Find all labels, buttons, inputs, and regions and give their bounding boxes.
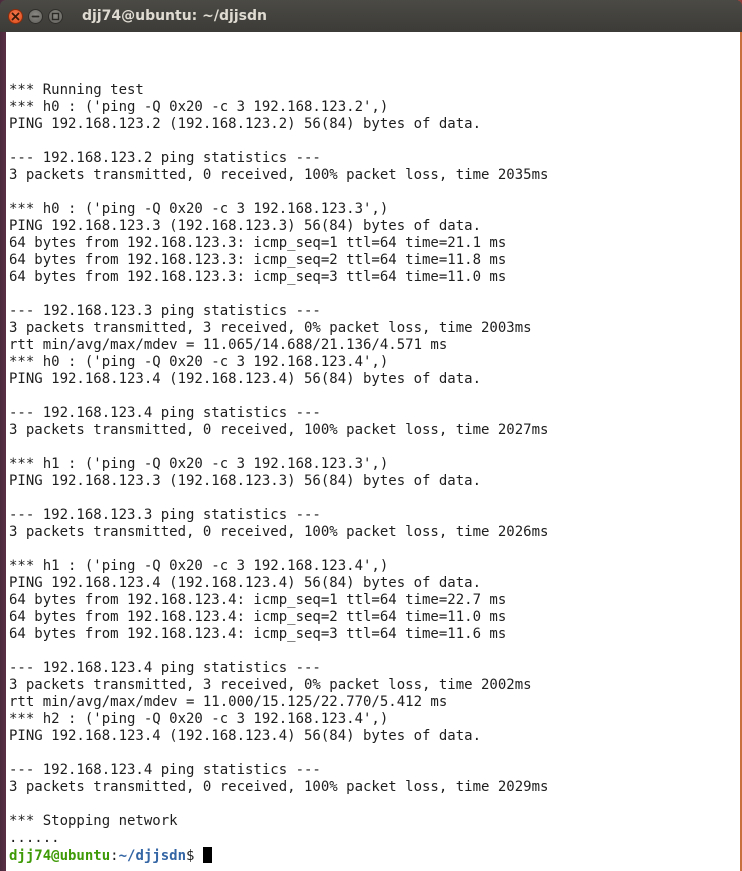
title-bar[interactable] [0, 0, 742, 32]
terminal-line: 64 bytes from 192.168.123.3: icmp_seq=1 ttl=64 time=21.1 ms [9, 235, 507, 251]
terminal-line [9, 184, 740, 201]
output-lines [9, 82, 740, 847]
shell-prompt[interactable] [9, 847, 740, 864]
text-cursor [203, 847, 212, 863]
prompt-path: ~/djjsdn [118, 848, 187, 864]
terminal-line: PING 192.168.123.4 (192.168.123.4) 56(84) bytes of data. [9, 575, 482, 591]
terminal-line: rtt min/avg/max/mdev = 11.000/15.125/22.770/5.412 ms [9, 694, 448, 710]
maximize-icon [51, 12, 60, 21]
terminal-line [9, 541, 740, 558]
terminal-line: 64 bytes from 192.168.123.4: icmp_seq=1 ttl=64 time=22.7 ms [9, 592, 507, 608]
terminal-line [9, 286, 740, 303]
terminal-line: *** h1 : ('ping -Q 0x20 -c 3 192.168.123.3',) [9, 456, 389, 472]
terminal-line [9, 490, 740, 507]
terminal-line [9, 796, 740, 813]
terminal-line: PING 192.168.123.3 (192.168.123.3) 56(84) bytes of data. [9, 473, 482, 489]
close-icon [11, 12, 20, 21]
maximize-button[interactable] [48, 9, 63, 24]
terminal-line: 3 packets transmitted, 0 received, 100% packet loss, time 2027ms [9, 422, 549, 438]
terminal-line: ...... [9, 830, 60, 846]
terminal-line: 3 packets transmitted, 3 received, 0% packet loss, time 2002ms [9, 677, 532, 693]
terminal-line: rtt min/avg/max/mdev = 11.065/14.688/21.136/4.571 ms [9, 337, 448, 353]
terminal-line: 3 packets transmitted, 0 received, 100% packet loss, time 2029ms [9, 779, 549, 795]
terminal-line: 64 bytes from 192.168.123.3: icmp_seq=3 ttl=64 time=11.0 ms [9, 269, 507, 285]
terminal-line [9, 643, 740, 660]
terminal-line: *** h2 : ('ping -Q 0x20 -c 3 192.168.123.4',) [9, 711, 389, 727]
terminal-line: PING 192.168.123.3 (192.168.123.3) 56(84) bytes of data. [9, 218, 482, 234]
terminal-line: PING 192.168.123.4 (192.168.123.4) 56(84) bytes of data. [9, 728, 482, 744]
terminal-line [9, 388, 740, 405]
terminal-line: 3 packets transmitted, 0 received, 100% packet loss, time 2026ms [9, 524, 549, 540]
terminal-line: --- 192.168.123.4 ping statistics --- [9, 660, 321, 676]
terminal-line: --- 192.168.123.2 ping statistics --- [9, 150, 321, 166]
terminal-line: *** h0 : ('ping -Q 0x20 -c 3 192.168.123.2',) [9, 99, 389, 115]
terminal-line: *** Stopping network [9, 813, 178, 829]
terminal-line: *** h0 : ('ping -Q 0x20 -c 3 192.168.123.4',) [9, 354, 389, 370]
terminal-line [9, 745, 740, 762]
prompt-separator: : [110, 848, 119, 864]
terminal-line: *** Running test [9, 82, 144, 98]
minimize-button[interactable] [28, 9, 43, 24]
window-title: djj74@ubuntu: ~/djjsdn [82, 8, 267, 24]
terminal-line: 3 packets transmitted, 0 received, 100% packet loss, time 2035ms [9, 167, 549, 183]
prompt-user-host: djj74@ubuntu [9, 848, 111, 864]
terminal-line: 64 bytes from 192.168.123.4: icmp_seq=3 ttl=64 time=11.6 ms [9, 626, 507, 642]
terminal-line [9, 439, 740, 456]
prompt-symbol: $ [186, 848, 195, 864]
minimize-icon [31, 12, 40, 21]
terminal-line: --- 192.168.123.4 ping statistics --- [9, 762, 321, 778]
terminal-line: 64 bytes from 192.168.123.3: icmp_seq=2 ttl=64 time=11.8 ms [9, 252, 507, 268]
terminal-line: PING 192.168.123.2 (192.168.123.2) 56(84) bytes of data. [9, 116, 482, 132]
terminal-line [9, 133, 740, 150]
terminal-line: PING 192.168.123.4 (192.168.123.4) 56(84) bytes of data. [9, 371, 482, 387]
terminal-line: 64 bytes from 192.168.123.4: icmp_seq=2 ttl=64 time=11.0 ms [9, 609, 507, 625]
terminal-line: --- 192.168.123.4 ping statistics --- [9, 405, 321, 421]
close-button[interactable] [8, 9, 23, 24]
terminal-line: *** h0 : ('ping -Q 0x20 -c 3 192.168.123.3',) [9, 201, 389, 217]
terminal-line: *** h1 : ('ping -Q 0x20 -c 3 192.168.123.4',) [9, 558, 389, 574]
terminal-line: --- 192.168.123.3 ping statistics --- [9, 303, 321, 319]
terminal-line: --- 192.168.123.3 ping statistics --- [9, 507, 321, 523]
terminal-line: 3 packets transmitted, 3 received, 0% packet loss, time 2003ms [9, 320, 532, 336]
terminal-output[interactable] [6, 32, 740, 871]
